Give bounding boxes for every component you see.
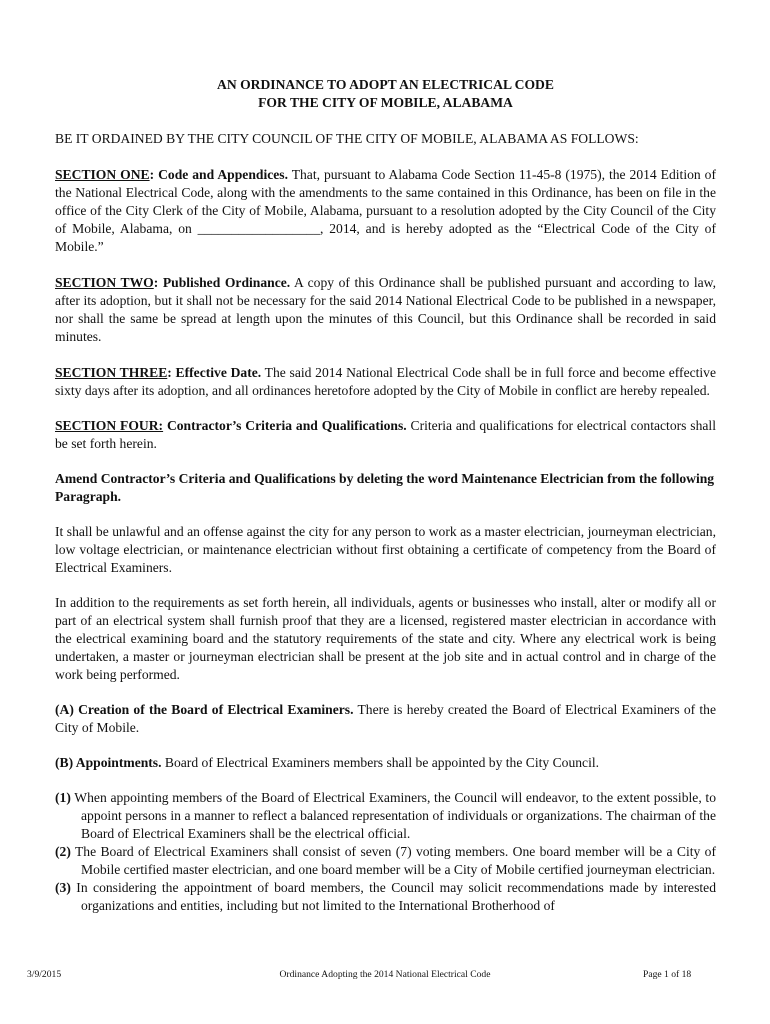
list-item-number: (1) xyxy=(55,790,71,805)
footer-page-number: Page 1 of 18 xyxy=(643,969,692,980)
title-line-2: FOR THE CITY OF MOBILE, ALABAMA xyxy=(258,95,513,110)
subsection-a-text: There is hereby created the Board of Electrical Examiners of the City of Mobile. xyxy=(55,702,716,735)
list-item-number: (2) xyxy=(55,844,71,859)
subsection-a-heading: (A) Creation of the Board of Electrical Examiners. xyxy=(55,702,354,717)
section-four-heading: Contractor’s Criteria and Qualifications. xyxy=(163,418,407,433)
footer-date: 3/9/2015 xyxy=(27,969,62,980)
list-item-text: The Board of Electrical Examiners shall consist of seven (7) voting members. One board member will be a City of Mobile certified master electrician, and one board member will be a City of Mobile certified journeyman electrician. xyxy=(70,844,716,877)
section-one-label: SECTION ONE xyxy=(55,167,150,182)
paragraph-addition: In addition to the requirements as set forth herein, all individuals, agents or businesses who install, alter or modify all or part of an electrical system shall furnish proof that they are a licensed, registered master electrician in accordance with the electrical examining board and the statutory requirements of the state and city. Where any electrical work is being undertaken, a master or journeyman electrician shall be present at the job site and in actual control and in charge of the work being performed. xyxy=(55,595,716,682)
ordained-clause: BE IT ORDAINED BY THE CITY COUNCIL OF THE CITY OF MOBILE, ALABAMA AS FOLLOWS: xyxy=(55,131,639,146)
section-two xyxy=(55,274,716,346)
section-one-text: That, pursuant to Alabama Code Section 11-45-8 (1975), the 2014 Edition of the National Electrical Code, along with the amendments to the same contained in this Ordinance, has been on file in the office of the City Clerk of the City of Mobile, Alabama, pursuant to a resolution adopted by the City Council of the City of Mobile, Alabama, on __________________, 2014, and is hereby adopted as the “Electrical Code of the City of Mobile.” xyxy=(55,167,716,254)
subsection-b xyxy=(55,754,716,772)
section-two-text: A copy of this Ordinance shall be published pursuant and according to law, after its adoption, but it shall not be necessary for the said 2014 National Electrical Code to be published in a newspaper, nor shall the same be spread at length upon the minutes of this Council, but this Ordinance shall be recorded in said minutes. xyxy=(55,275,716,344)
document-body xyxy=(55,76,716,915)
document-title xyxy=(55,76,716,112)
section-three-heading: : Effective Date. xyxy=(167,365,262,380)
section-four-label: SECTION FOUR: xyxy=(55,418,164,433)
appointment-list xyxy=(55,789,716,915)
list-item-text: In considering the appointment of board members, the Council may solicit recommendations made by interested organizations and entities, including but not limited to the International Brotherhood of xyxy=(70,880,716,913)
section-four xyxy=(55,417,716,453)
list-item-text: When appointing members of the Board of Electrical Examiners, the Council will endeavor, to the extent possible, to appoint persons in a manner to reflect a balanced representation of individuals or organizations. The chairman of the Board of Electrical Examiners shall be the electrical official. xyxy=(70,790,716,841)
section-three xyxy=(55,364,716,400)
section-three-label: SECTION THREE xyxy=(55,365,168,380)
list-item xyxy=(55,843,716,879)
section-one xyxy=(55,166,716,256)
list-item xyxy=(55,789,716,843)
section-two-label: SECTION TWO xyxy=(55,275,154,290)
list-item xyxy=(55,879,716,915)
section-three-text: The said 2014 National Electrical Code shall be in full force and become effective sixty days after its adoption, and all ordinances heretofore adopted by the City of Mobile in conflict are hereby repealed. xyxy=(55,365,717,398)
section-two-heading: : Published Ordinance. xyxy=(153,275,291,290)
subsection-b-heading: (B) Appointments. xyxy=(55,755,162,770)
amend-heading: Amend Contractor’s Criteria and Qualifications by deleting the word Maintenance Electrician from the following Paragraph. xyxy=(55,471,715,504)
section-four-text: Criteria and qualifications for electrical contactors shall be set forth herein. xyxy=(55,418,716,451)
section-one-heading: : Code and Appendices. xyxy=(149,167,288,182)
list-item-number: (3) xyxy=(55,880,71,895)
footer-title: Ordinance Adopting the 2014 National Electrical Code xyxy=(279,969,491,980)
paragraph-unlawful: It shall be unlawful and an offense against the city for any person to work as a master electrician, journeyman electrician, low voltage electrician, or maintenance electrician without first obtaining a certificate of competency from the Board of Electrical Examiners. xyxy=(55,524,716,575)
subsection-b-text: Board of Electrical Examiners members shall be appointed by the City Council. xyxy=(161,755,600,770)
title-line-1: AN ORDINANCE TO ADOPT AN ELECTRICAL CODE xyxy=(217,77,554,92)
subsection-a xyxy=(55,701,716,737)
